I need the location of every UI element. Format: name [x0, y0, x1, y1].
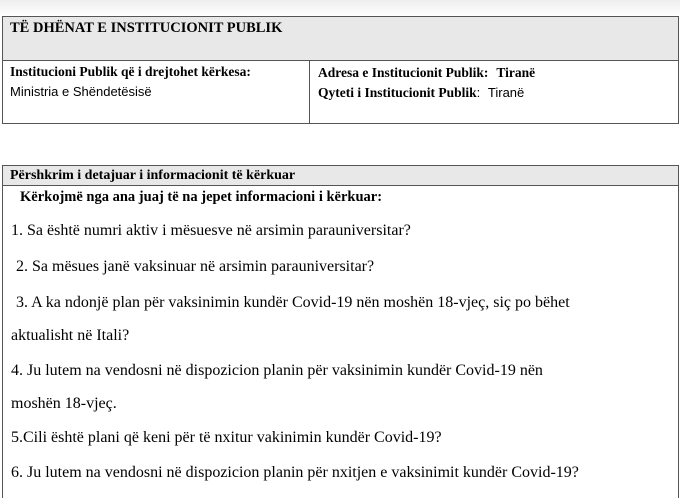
- institution-table: [2, 16, 679, 124]
- request-intro: Kërkojmë nga ana juaj të na jepet informacioni i kërkuar:: [20, 189, 383, 205]
- page-top-shadow: [0, 0, 680, 16]
- question-4: 4. Ju lutem na vendosni në dispozicion planin për vaksinimin kundër Covid-19 nën: [11, 362, 543, 379]
- request-table-title: Përshkrim i detajuar i informacionit të kërkuar: [10, 168, 296, 183]
- address-line: [318, 64, 535, 82]
- institution-address-cell: [310, 61, 678, 123]
- city-line: Qyteti i Institucionit Publik: Tiranë: [318, 85, 525, 100]
- question-4-continued: moshën 18-vjeç.: [11, 395, 117, 412]
- institution-table-header: [3, 17, 678, 61]
- institution-name-label: Institucioni Publik që i drejtohet kërkesa:: [10, 64, 251, 79]
- question-2: 2. Sa mësues janë vaksinuar në arsimin parauniversitar?: [16, 258, 375, 275]
- request-table: [2, 165, 679, 498]
- request-table-header: [3, 166, 678, 186]
- institution-table-title: TË DHËNAT E INSTITUCIONIT PUBLIK: [10, 20, 283, 36]
- city-label: Qyteti i Institucionit Publik: [318, 85, 477, 100]
- question-1: 1. Sa është numri aktiv i mësuesve në arsimin parauniversitar?: [11, 222, 411, 239]
- question-5: 5.Cili është plani që keni për të nxitur vakinimin kundër Covid-19?: [11, 429, 442, 446]
- city-value: Tiranë: [487, 85, 525, 100]
- question-6: 6. Ju lutem na vendosni në dispozicion planin për nxitjen e vaksinimit kundër Covid-19?: [11, 464, 579, 481]
- address-value: Tiranë: [496, 65, 536, 80]
- address-label: Adresa e Institucionit Publik:: [318, 65, 489, 80]
- institution-name-cell: [3, 61, 310, 123]
- question-3-continued: aktualisht në Itali?: [11, 327, 130, 344]
- institution-name-value: Ministria e Shëndetësisë: [10, 84, 152, 99]
- question-3: 3. A ka ndonjë plan për vaksinimin kundër Covid-19 nën moshën 18-vjeç, siç po bëhet: [16, 294, 570, 311]
